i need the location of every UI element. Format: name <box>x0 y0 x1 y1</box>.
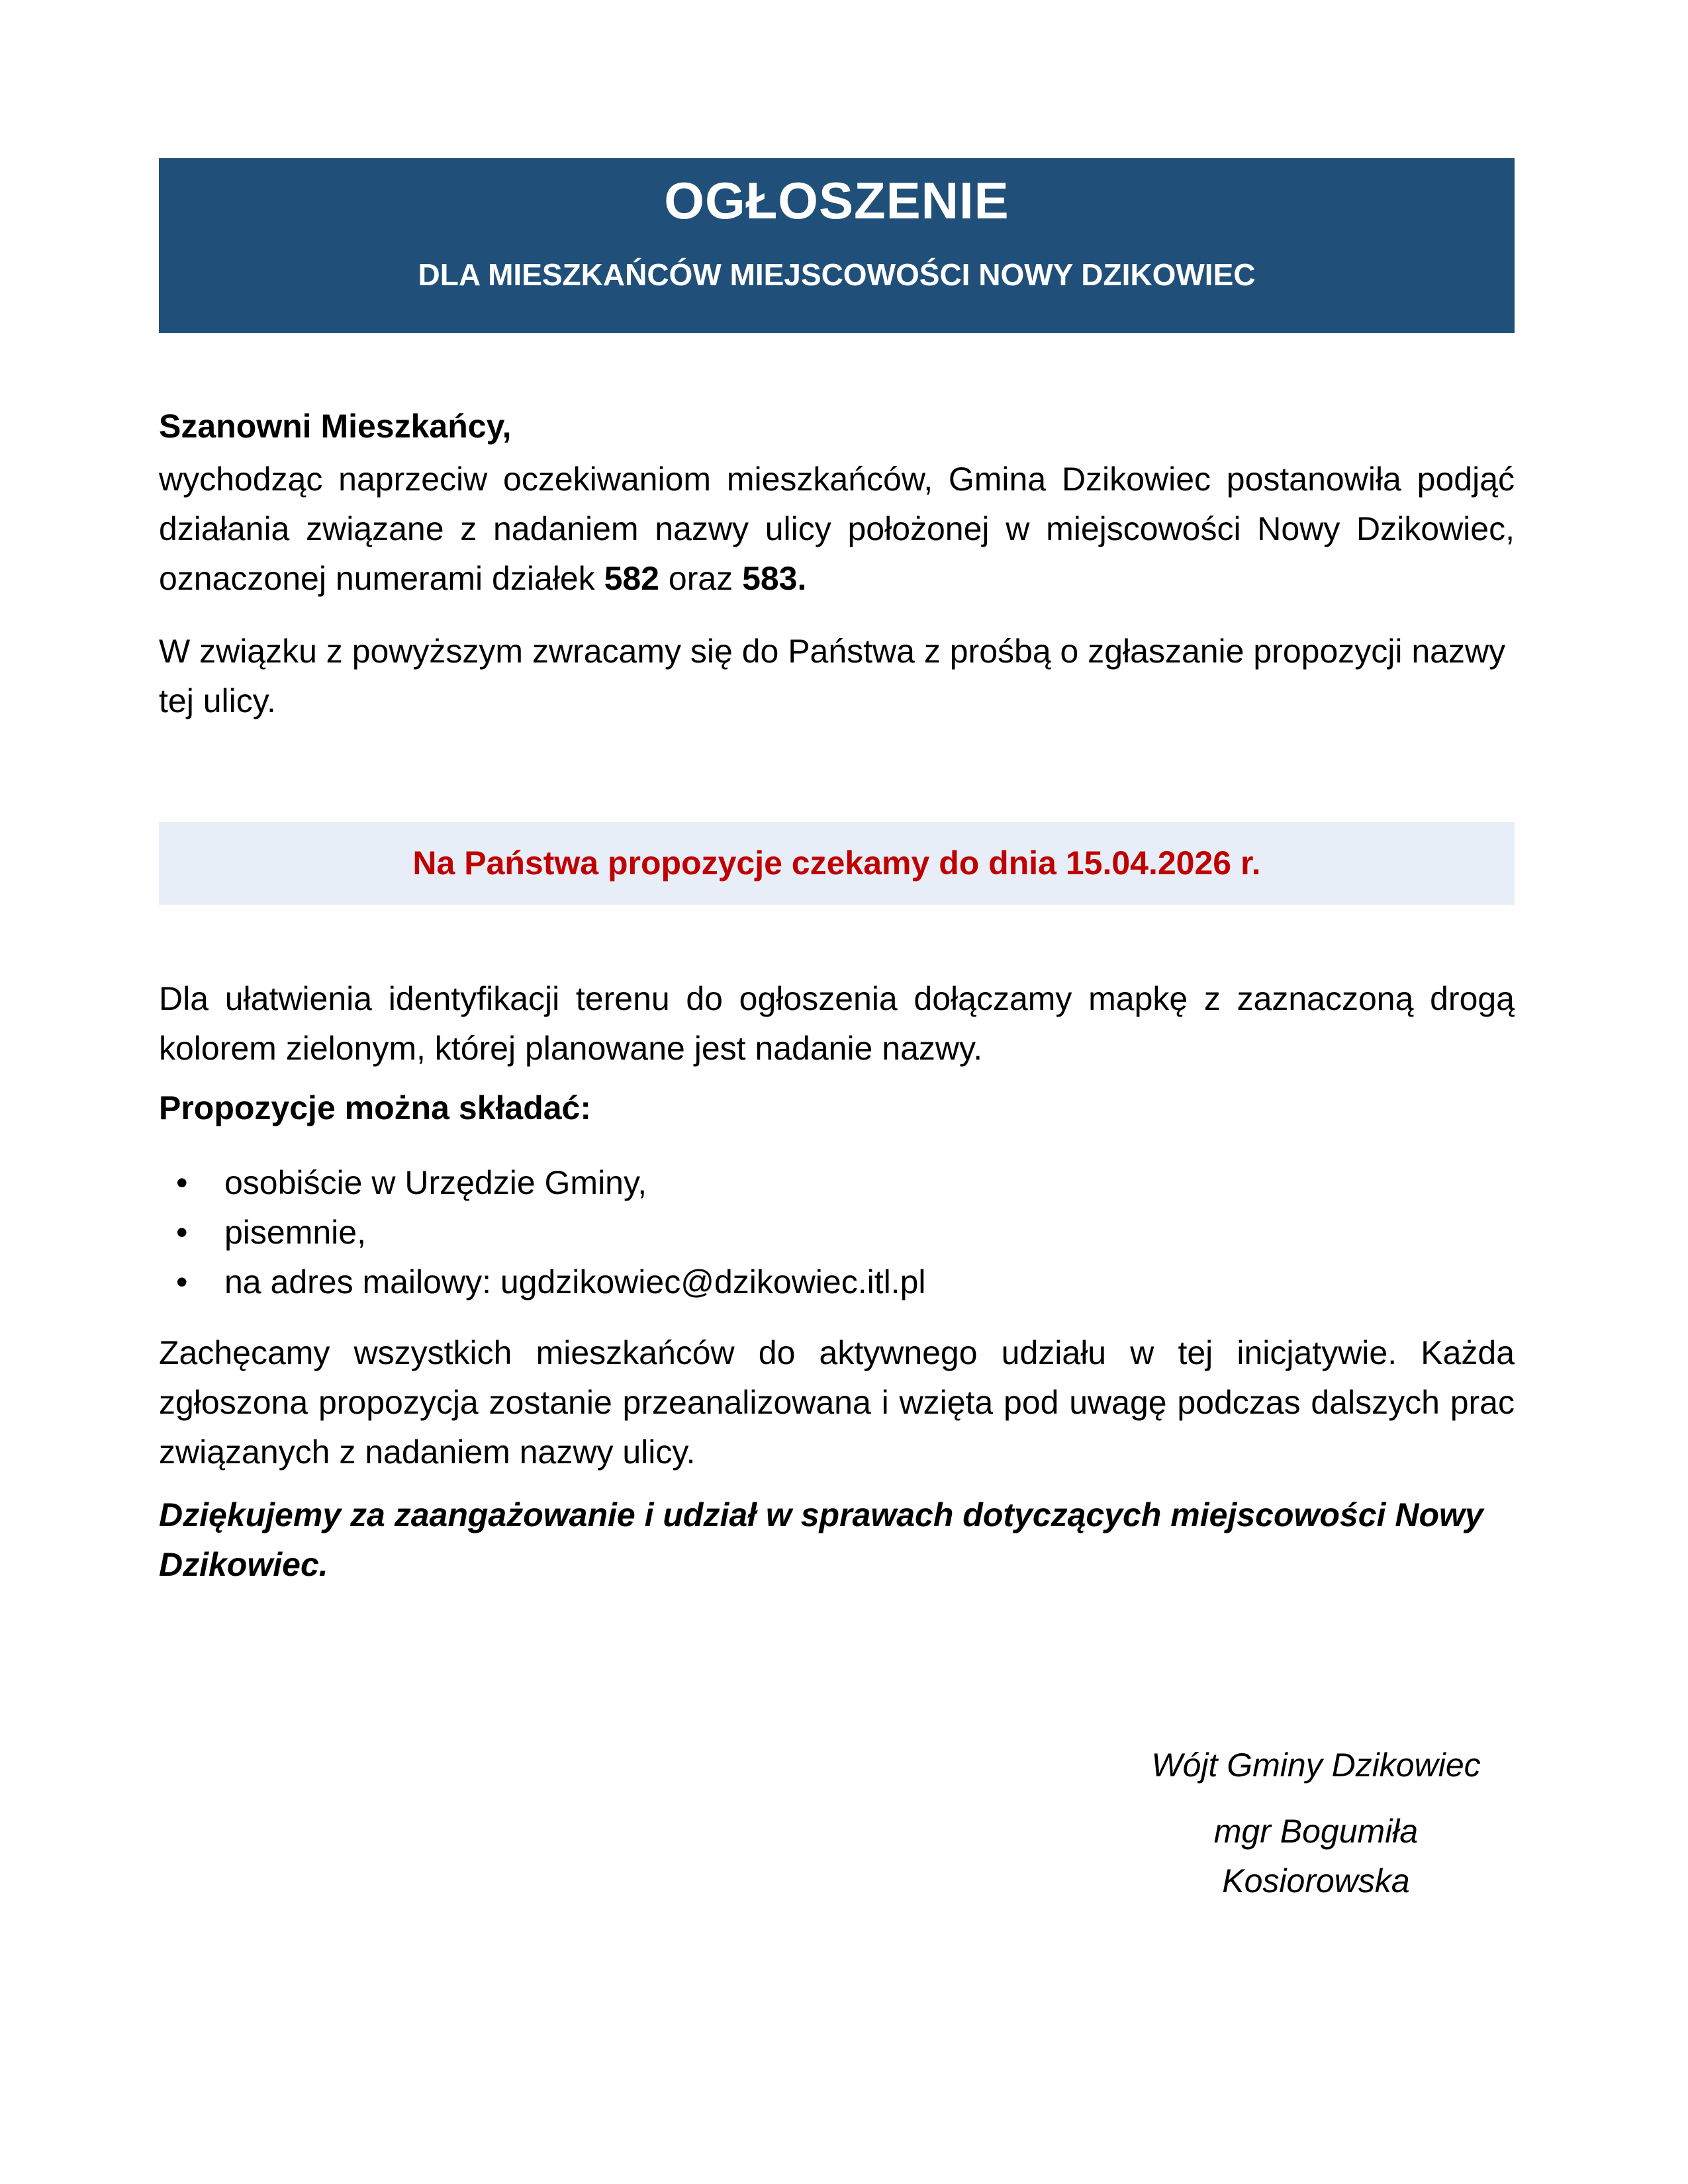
plot-number-582: 582 <box>604 560 659 597</box>
option-email: na adres mailowy: ugdzikowiec@dzikowiec.itl.pl <box>224 1263 926 1300</box>
request-paragraph: W związku z powyższym zwracamy się do Państwa z prośbą o zgłaszanie propozycji nazwy tej ulicy. <box>159 633 1506 719</box>
page-title: OGŁOSZENIE <box>664 171 1009 230</box>
intro-text: wychodząc naprzeciw oczekiwaniom mieszkańców, Gmina Dzikowiec postanowiła podjąć działania związane z nadaniem nazwy ulicy położonej w miejscowości Nowy Dzikowiec, oznaczonej numerami działek <box>159 461 1515 597</box>
deadline-banner <box>159 822 1515 905</box>
plot-number-583: 583. <box>742 560 807 597</box>
list-item <box>159 1208 1515 1257</box>
option-in-person: osobiście w Urzędzie Gminy, <box>224 1164 647 1201</box>
intro-connector: oraz <box>659 560 743 597</box>
bullet-icon: • <box>176 1164 188 1201</box>
option-written: pisemnie, <box>224 1214 366 1251</box>
header-banner <box>159 158 1515 333</box>
encouragement-paragraph: Zachęcamy wszystkich mieszkańców do aktywnego udziału w tej inicjatywie. Każda zgłoszona propozycja zostanie przeanalizowana i wzięta pod uwagę podczas dalszych prac związanych z nadaniem nazwy ulicy. <box>159 1334 1515 1471</box>
thanks-paragraph: Dziękujemy za zaangażowanie i udział w sprawach dotyczących miejscowości Nowy Dzikowiec. <box>159 1496 1483 1583</box>
signature-block <box>1117 1741 1515 1906</box>
signature-name: mgr Bogumiła Kosiorowska <box>1213 1813 1419 1899</box>
bullet-icon: • <box>176 1214 188 1251</box>
deadline-text: Na Państwa propozycje czekamy do dnia 15.04.2026 r. <box>412 844 1261 882</box>
intro-paragraph <box>159 455 1515 604</box>
submission-heading: Propozycje można składać: <box>159 1089 592 1126</box>
list-item <box>159 1158 1515 1208</box>
salutation: Szanowni Mieszkańcy, <box>159 408 512 445</box>
list-item <box>159 1257 1515 1307</box>
bullet-icon: • <box>176 1263 188 1300</box>
signature-title: Wójt Gminy Dzikowiec <box>1151 1747 1481 1784</box>
submission-options-list <box>159 1158 1515 1307</box>
page-subtitle: DLA MIESZKAŃCÓW MIEJSCOWOŚCI NOWY DZIKOWIEC <box>418 257 1256 292</box>
map-note-paragraph: Dla ułatwienia identyfikacji terenu do ogłoszenia dołączamy mapkę z zaznaczoną drogą kolorem zielonym, której planowane jest nadanie nazwy. <box>159 980 1515 1067</box>
